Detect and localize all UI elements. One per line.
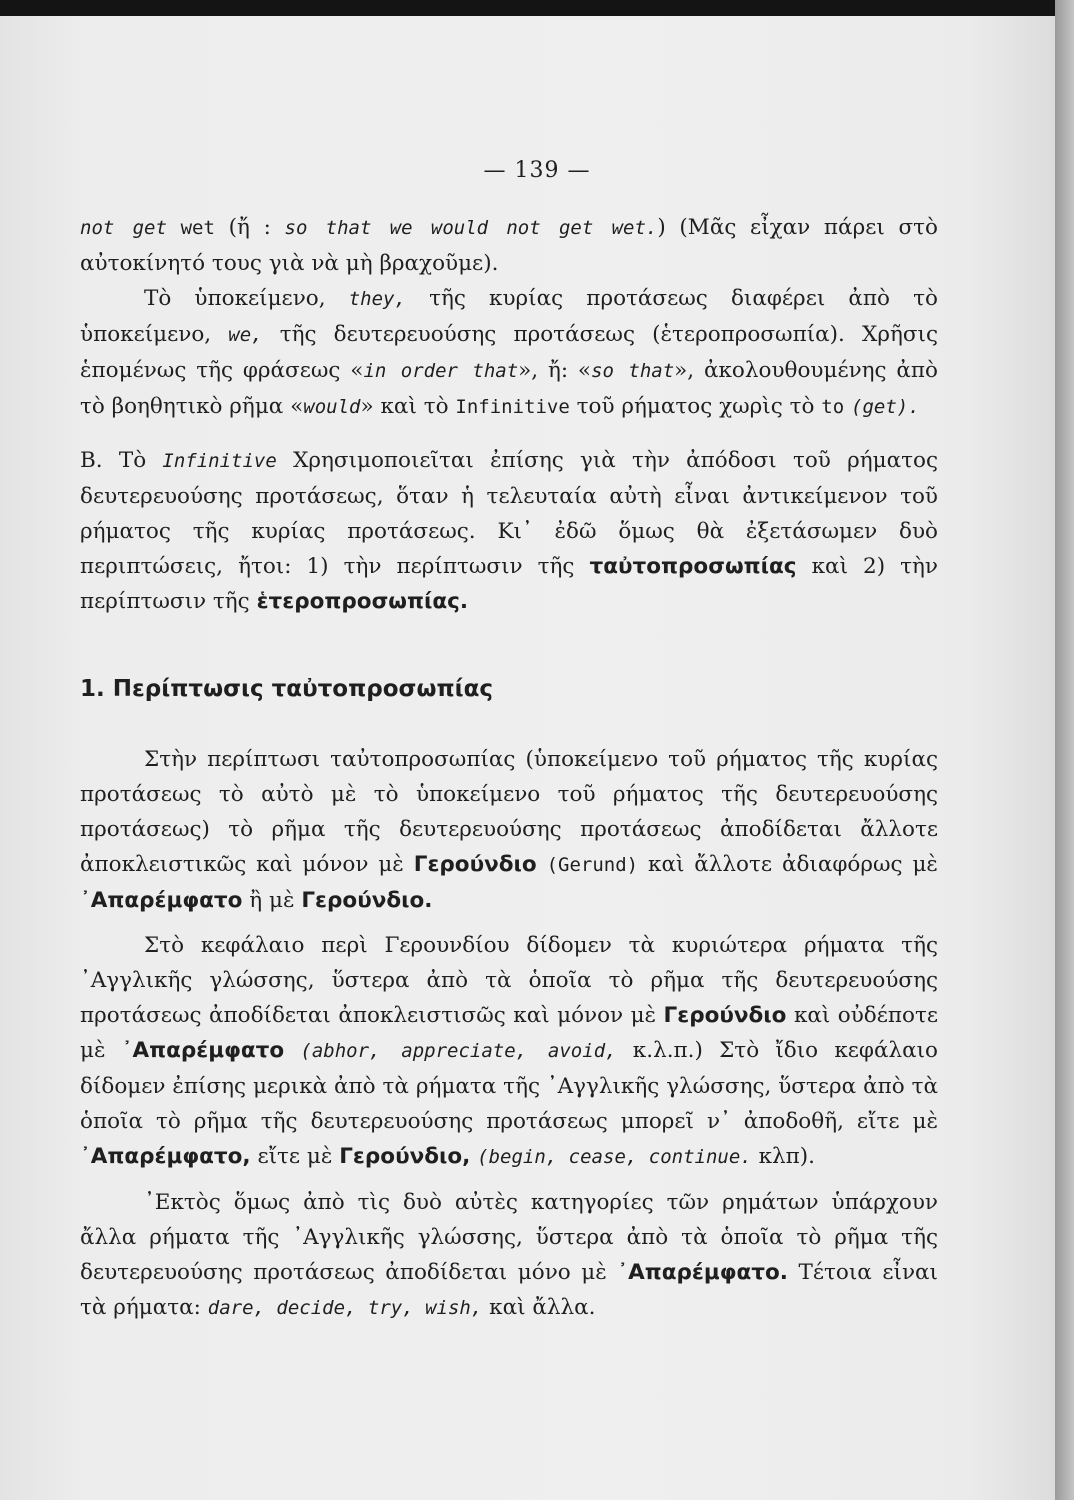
greek-text: ἢ μὲ — [249, 888, 295, 913]
bold-term: ταὐτοπροσωπίας — [589, 554, 797, 579]
greek-text: καὶ οὐδέποτε μὲ — [80, 1003, 938, 1063]
english-phrase: (abhor, appreciate, avoid, — [300, 1040, 617, 1062]
greek-text: Στὴν περίπτωσι ταὐτοπροσωπίας (ὑποκείμενο τοῦ ρήματος τῆς κυρίας προτάσεως τὸ αὐτὸ μὲ τὸ ὑποκείμενο τοῦ ρήματος τῆς δευτερευούσης προτάσεως) τὸ ρῆμα τῆς δευτερευούσης προτάσεως ἀποδίδεται ἄλλοτε ἀποκλειστικῶς καὶ μόνον μὲ — [80, 747, 938, 877]
greek-text: καὶ ἄλλοτε ἀδιαφόρως μὲ — [648, 852, 938, 877]
english-word: (Gerund) — [546, 854, 639, 876]
english-word: they, — [348, 288, 406, 310]
greek-text: (ἤ : — [228, 215, 271, 240]
greek-text: καὶ ἄλλα. — [489, 1295, 596, 1320]
greek-text: Τέτοια εἶναι τὰ ρήματα: — [80, 1260, 938, 1320]
greek-text: Β. Τὸ — [80, 448, 147, 473]
bold-term: Γερούνδιο, — [339, 1144, 471, 1169]
paragraph-3 — [80, 443, 938, 619]
paragraph-1 — [80, 210, 938, 281]
scan-top-edge — [0, 0, 1074, 16]
english-phrase: so that — [591, 360, 675, 382]
greek-text: κ.λ.π.) Στὸ ἴδιο κεφάλαιο δίδομεν ἐπίσης μερικὰ ἀπὸ τὰ ρήματα τῆς ᾽Αγγλικῆς γλώσσης, ὕστερα ἀπὸ τὰ ὁποῖα τὸ ρῆμα τῆς δευτερευούσης προτάσεως μπορεῖ ν᾽ ἀποδοθῆ, εἴτε μὲ — [80, 1038, 938, 1134]
greek-text: Χρησιμοποιεῖται ἐπίσης γιὰ τὴν ἀπόδοσι τοῦ ρήματος δευτερευούσης προτάσεως, ὅταν ἡ τελευταία αὐτὴ εἶναι ἀντικείμενον τοῦ ρήματος τῆς κυρίας προτάσεως. Κι᾽ ἐδῶ ὅμως θὰ ἐξετάσωμεν δυὸ περιπτώσεις, ἤτοι: 1) τὴν περίπτωσιν τῆς — [80, 448, 938, 579]
paragraph-5 — [80, 928, 938, 1175]
greek-text: Τὸ ὑποκείμενο, — [144, 286, 326, 311]
greek-text: τοῦ ρήματος χωρὶς τὸ — [576, 394, 815, 419]
bold-term: ἑτεροπροσωπίας. — [256, 589, 469, 614]
greek-text: », ἀκολουθουμένης ἀπὸ τὸ βοηθητικὸ ρῆμα « — [80, 358, 938, 419]
english-word: would — [303, 396, 361, 418]
greek-text: καὶ 2) τὴν περίπτωσιν τῆς — [80, 554, 939, 614]
english-word: Infinitive — [455, 396, 570, 418]
greek-text: ᾽Εκτὸς ὅμως ἀπὸ τὶς δυὸ αὐτὲς κατηγορίες τῶν ρημάτων ὑπάρχουν ἄλλα ρήματα τῆς ᾽Αγγλικῆς γλώσσης, ὕστερα ἀπὸ τὰ ὁποῖα τὸ ρῆμα τῆς δευτερευούσης προτάσεως ἀποδίδεται μόνο μὲ — [80, 1190, 938, 1285]
bold-term: ᾽Απαρέμφατο, — [80, 1144, 251, 1169]
english-phrase: in order that — [363, 360, 519, 382]
page-number: — 139 — — [483, 158, 591, 183]
text-block-top — [80, 210, 938, 619]
english-word: (get). — [851, 396, 920, 418]
english-phrase: dare, decide, try, wish, — [207, 1297, 483, 1319]
greek-text: εἴτε μὲ — [257, 1144, 333, 1169]
greek-text: Στὸ κεφάλαιο περὶ Γερουνδίου δίδομεν τὰ κυριώτερα ρήματα τῆς ᾽Αγγλικῆς γλώσσης, ὕστερα ἀπὸ τὰ ὁποῖα τὸ ρῆμα τῆς δευτερευούσης προτάσεως ἀποδίδεται ἀποκλειστισῶς καὶ μόνον μὲ — [80, 933, 938, 1028]
english-phrase: not get — [80, 217, 167, 239]
english-phrase: (begin, cease, continue. — [477, 1146, 752, 1168]
bold-term: Γερούνδιο — [663, 1003, 787, 1028]
paragraph-6 — [80, 1185, 938, 1326]
bold-term: ᾽Απαρέμφατο — [80, 888, 243, 913]
greek-text: κλπ). — [758, 1144, 815, 1169]
bold-term: Γερούνδιο — [413, 852, 537, 877]
paragraph-4 — [80, 742, 938, 918]
english-word: wet — [180, 217, 215, 239]
greek-text: τῆς κυρίας προτάσεως διαφέρει ἀπὸ τὸ ὑποκείμενο, — [80, 286, 938, 347]
greek-text: », ἤ: « — [518, 358, 592, 383]
paragraph-2 — [80, 281, 938, 425]
greek-text: » καὶ τὸ — [360, 394, 449, 419]
english-word: to — [821, 396, 845, 418]
greek-text: ) (Μᾶς εἶχαν πάρει στὸ αὐτοκίνητό τους γιὰ νὰ μὴ βραχοῦμε). — [80, 215, 938, 276]
english-phrase: so that we would not get wet. — [284, 217, 658, 239]
scan-right-edge — [1055, 0, 1074, 1500]
bold-term: ᾽Απαρέμφατο — [121, 1038, 285, 1063]
section-heading: 1. Περίπτωσις ταὐτοπροσωπίας — [80, 676, 494, 702]
bold-term: Γερούνδιο. — [301, 888, 433, 913]
bold-term: ᾽Απαρέμφατο. — [617, 1260, 788, 1285]
text-block-bottom — [80, 742, 938, 1326]
english-word: we, — [228, 324, 263, 346]
greek-text: τῆς δευτερευούσης προτάσεως (ἑτεροπροσωπία). Χρῆσις ἑπομένως τῆς φράσεως « — [80, 322, 938, 383]
english-word: Infinitive — [162, 450, 277, 472]
